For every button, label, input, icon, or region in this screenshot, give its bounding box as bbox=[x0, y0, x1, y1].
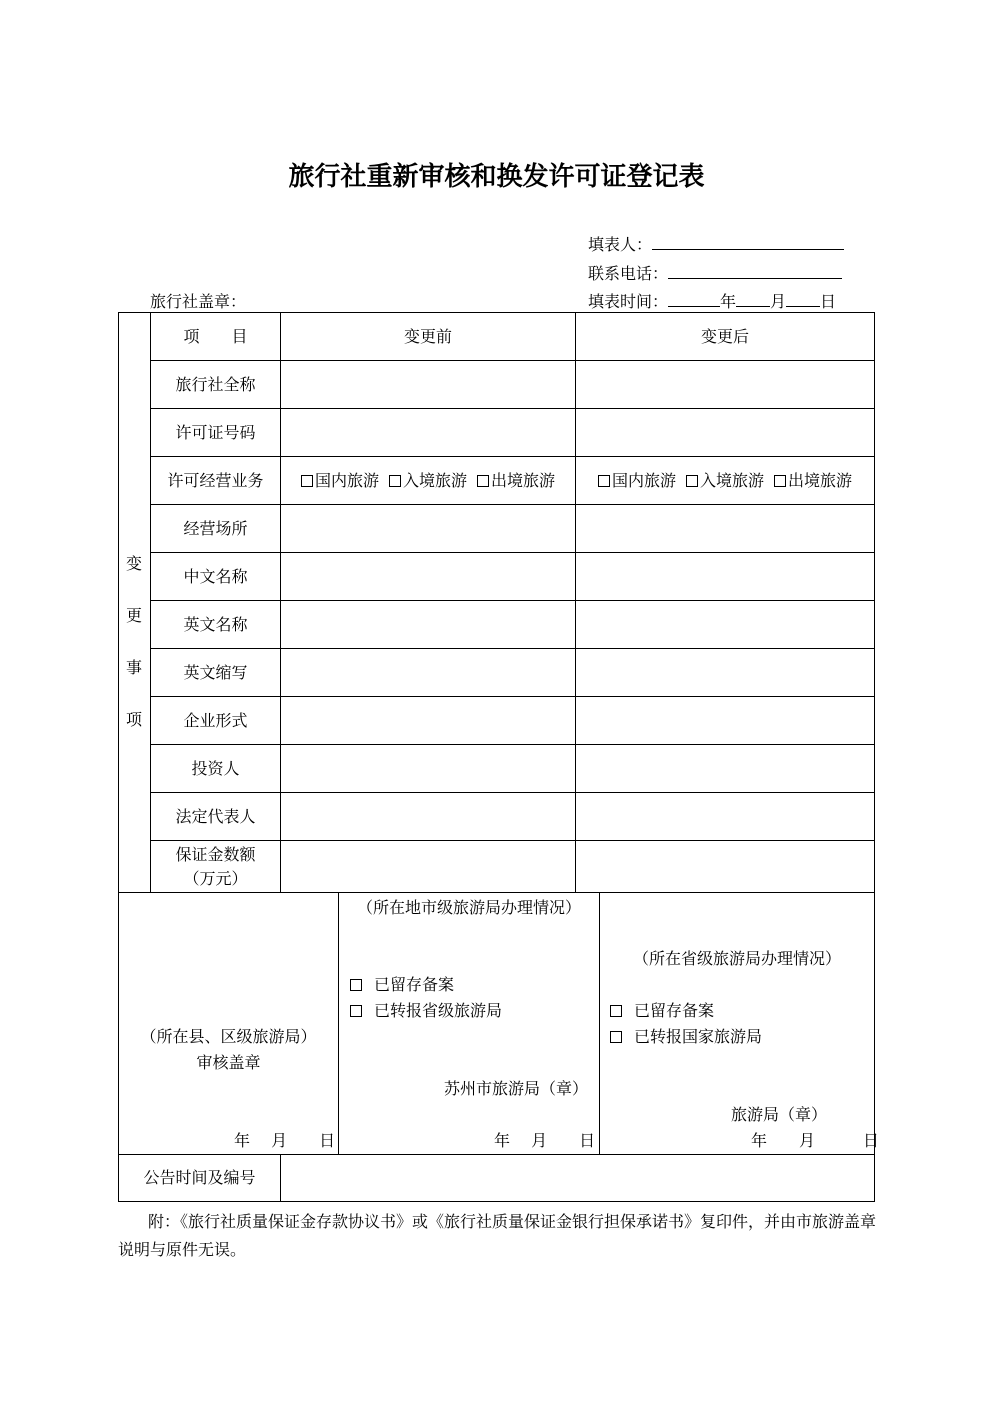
phone-input[interactable] bbox=[668, 265, 842, 279]
checkbox-icon[interactable] bbox=[350, 1005, 362, 1017]
deposit-label-line2: （万元） bbox=[183, 868, 248, 888]
grid-line bbox=[599, 892, 600, 1154]
city-bureau-header: （所在地市级旅游局办理情况） bbox=[356, 898, 581, 917]
after-company-form-input[interactable] bbox=[576, 697, 874, 744]
checkbox-icon[interactable] bbox=[774, 475, 786, 487]
checkbox-icon[interactable] bbox=[598, 475, 610, 487]
option-label: 国内旅游 bbox=[314, 470, 379, 490]
after-deposit-input[interactable] bbox=[576, 841, 874, 892]
after-english-abbr-input[interactable] bbox=[576, 649, 874, 696]
after-license-no-input[interactable] bbox=[576, 409, 874, 456]
col-header-after: 变更后 bbox=[700, 326, 749, 346]
row-label: 旅行社全称 bbox=[175, 374, 256, 394]
before-deposit-input[interactable] bbox=[281, 841, 575, 892]
province-bureau-header: （所在省级旅游局办理情况） bbox=[632, 949, 841, 968]
option-label: 入境旅游 bbox=[402, 470, 467, 490]
announce-input[interactable] bbox=[281, 1155, 874, 1201]
option-label: 已留存备案 bbox=[634, 1001, 715, 1020]
stamp-label: 旅行社盖章： bbox=[150, 292, 247, 311]
filler-input[interactable] bbox=[652, 236, 844, 250]
before-english-abbr-input[interactable] bbox=[281, 649, 575, 696]
city-bureau-stamp: 苏州市旅游局（章） bbox=[444, 1079, 589, 1098]
announce-label: 公告时间及编号 bbox=[143, 1168, 256, 1187]
after-chinese-name-input[interactable] bbox=[576, 553, 874, 600]
option-label: 已转报国家旅游局 bbox=[634, 1027, 763, 1046]
business-option[interactable] bbox=[598, 469, 676, 493]
business-option[interactable] bbox=[477, 469, 555, 493]
after-investor-input[interactable] bbox=[576, 745, 874, 792]
table-border-right bbox=[874, 312, 875, 1202]
business-option[interactable] bbox=[301, 469, 379, 493]
after-business-options bbox=[576, 457, 874, 504]
province-option-forwarded[interactable] bbox=[610, 1024, 762, 1050]
after-premises-input[interactable] bbox=[576, 505, 874, 552]
checkbox-icon[interactable] bbox=[350, 979, 362, 991]
col-header-item: 项 目 bbox=[183, 326, 248, 346]
business-option[interactable] bbox=[774, 469, 852, 493]
checkbox-icon[interactable] bbox=[610, 1005, 622, 1017]
row-label: 英文缩写 bbox=[183, 662, 248, 682]
row-label: 经营场所 bbox=[183, 518, 248, 538]
row-label: 许可经营业务 bbox=[167, 470, 264, 490]
year-label: 年 bbox=[720, 292, 737, 311]
option-label: 入境旅游 bbox=[699, 470, 764, 490]
row-label: 许可证号码 bbox=[175, 422, 256, 442]
business-option[interactable] bbox=[686, 469, 764, 493]
county-bureau-label: （所在县、区级旅游局） bbox=[140, 1027, 317, 1046]
grid-line bbox=[118, 892, 875, 893]
option-label: 已留存备案 bbox=[374, 975, 455, 994]
business-option[interactable] bbox=[389, 469, 467, 493]
change-items-label bbox=[118, 548, 150, 756]
county-date: 年 月 日 bbox=[234, 1131, 336, 1150]
filler-field bbox=[588, 232, 844, 255]
city-option-forwarded[interactable] bbox=[350, 998, 502, 1024]
before-premises-input[interactable] bbox=[281, 505, 575, 552]
form-title: 旅行社重新审核和换发许可证登记表 bbox=[288, 162, 705, 192]
before-legal-rep-input[interactable] bbox=[281, 793, 575, 840]
row-label: 法定代表人 bbox=[175, 806, 256, 826]
before-license-no-input[interactable] bbox=[281, 409, 575, 456]
before-full-name-input[interactable] bbox=[281, 361, 575, 408]
month-label: 月 bbox=[770, 292, 787, 311]
grid-line bbox=[338, 892, 339, 1154]
option-label: 出境旅游 bbox=[788, 470, 853, 490]
province-option-filed[interactable] bbox=[610, 998, 714, 1024]
city-date: 年 月 日 bbox=[494, 1131, 596, 1150]
month-input[interactable] bbox=[736, 293, 770, 307]
option-label: 已转报省级旅游局 bbox=[374, 1001, 503, 1020]
filler-label: 填表人： bbox=[588, 235, 653, 254]
city-option-filed[interactable] bbox=[350, 972, 454, 998]
row-label: 投资人 bbox=[191, 758, 240, 778]
day-input[interactable] bbox=[786, 293, 820, 307]
province-bureau-stamp: 旅游局（章） bbox=[731, 1105, 828, 1124]
side-char: 更 bbox=[125, 606, 142, 625]
province-date: 年 月 日 bbox=[751, 1131, 880, 1150]
checkbox-icon[interactable] bbox=[686, 475, 698, 487]
side-char: 项 bbox=[125, 710, 142, 729]
row-label: 中文名称 bbox=[183, 566, 248, 586]
before-investor-input[interactable] bbox=[281, 745, 575, 792]
row-label: 企业形式 bbox=[183, 710, 248, 730]
after-english-name-input[interactable] bbox=[576, 601, 874, 648]
checkbox-icon[interactable] bbox=[301, 475, 313, 487]
col-header-before: 变更前 bbox=[403, 326, 452, 346]
phone-field bbox=[588, 261, 842, 284]
side-char: 事 bbox=[125, 658, 142, 677]
side-char: 变 bbox=[125, 554, 142, 573]
row-label: 英文名称 bbox=[183, 614, 248, 634]
day-label: 日 bbox=[820, 292, 837, 311]
before-english-name-input[interactable] bbox=[281, 601, 575, 648]
after-legal-rep-input[interactable] bbox=[576, 793, 874, 840]
checkbox-icon[interactable] bbox=[389, 475, 401, 487]
date-field bbox=[588, 289, 836, 312]
year-input[interactable] bbox=[668, 293, 720, 307]
checkbox-icon[interactable] bbox=[477, 475, 489, 487]
attachment-note: 附：《旅行社质量保证金存款协议书》或《旅行社质量保证金银行担保承诺书》复印件，并由市旅游盖章说明与原件无误。 bbox=[118, 1212, 877, 1259]
row-label-deposit bbox=[151, 841, 280, 892]
option-label: 出境旅游 bbox=[491, 470, 556, 490]
deposit-label-line1: 保证金数额 bbox=[175, 844, 256, 864]
table-border-bottom bbox=[118, 1201, 875, 1202]
before-chinese-name-input[interactable] bbox=[281, 553, 575, 600]
phone-label: 联系电话： bbox=[588, 264, 669, 283]
option-label: 国内旅游 bbox=[611, 470, 676, 490]
date-label: 填表时间： bbox=[588, 292, 669, 311]
before-company-form-input[interactable] bbox=[281, 697, 575, 744]
after-full-name-input[interactable] bbox=[576, 361, 874, 408]
before-business-options bbox=[281, 457, 575, 504]
checkbox-icon[interactable] bbox=[610, 1031, 622, 1043]
county-review-stamp-label: 审核盖章 bbox=[196, 1053, 261, 1072]
